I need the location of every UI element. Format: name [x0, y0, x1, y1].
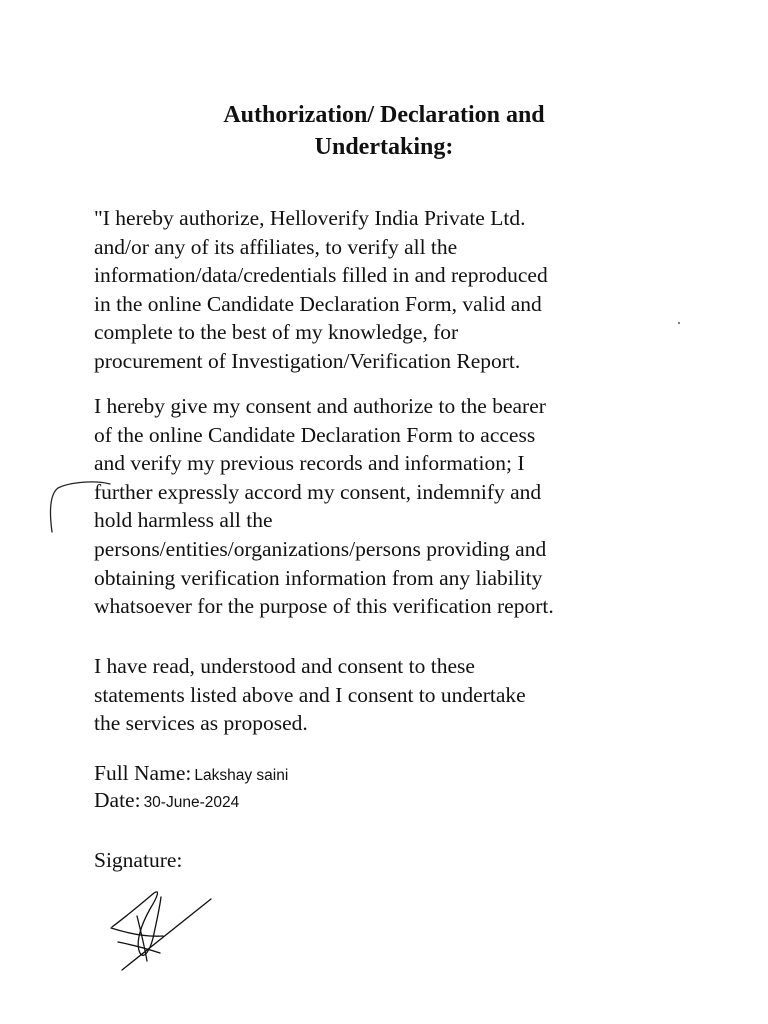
text-line: statements listed above and I consent to undertake: [94, 682, 526, 707]
undertaking-paragraph: [94, 652, 734, 738]
text-line: further expressly accord my consent, indemnify and: [94, 479, 542, 504]
handwritten-signature: [111, 892, 211, 970]
text-line: information/data/credentials filled in and reproduced: [94, 263, 548, 288]
text-line: whatsoever for the purpose of this verification report.: [94, 594, 554, 619]
document-title: [0, 99, 768, 163]
text-line: hold harmless all the: [94, 508, 273, 533]
title-line: Authorization/ Declaration and: [223, 102, 545, 128]
authorization-paragraph: [94, 204, 734, 376]
text-line: I hereby give my consent and authorize to the bearer: [94, 394, 546, 418]
text-line: "I hereby authorize, Helloverify India Private Ltd.: [94, 206, 526, 230]
text-line: in the online Candidate Declaration Form, valid and: [94, 291, 542, 316]
text-line: and/or any of its affiliates, to verify all the: [94, 234, 458, 259]
text-line: of the online Candidate Declaration Form to access: [94, 422, 536, 447]
date-row: [94, 786, 239, 817]
text-line: the services as proposed.: [94, 711, 308, 736]
text-line: I have read, understood and consent to these: [94, 654, 475, 678]
signature-row: [94, 846, 182, 874]
text-line: obtaining verification information from any liability: [94, 565, 543, 590]
text-line: procurement of Investigation/Verification Report.: [94, 348, 521, 373]
consent-paragraph: [94, 392, 734, 621]
text-line: complete to the best of my knowledge, for: [94, 320, 459, 345]
title-line: Undertaking:: [314, 134, 454, 160]
date-value: 30-June-2024: [143, 794, 240, 811]
date-label: Date:: [94, 788, 141, 812]
full-name-label: Full Name:: [94, 761, 192, 785]
full-name-value: Lakshay saini: [194, 767, 289, 784]
signature-label: Signature:: [94, 848, 183, 872]
text-line: and verify my previous records and information; I: [94, 451, 525, 476]
text-line: persons/entities/organizations/persons providing and: [94, 536, 547, 561]
